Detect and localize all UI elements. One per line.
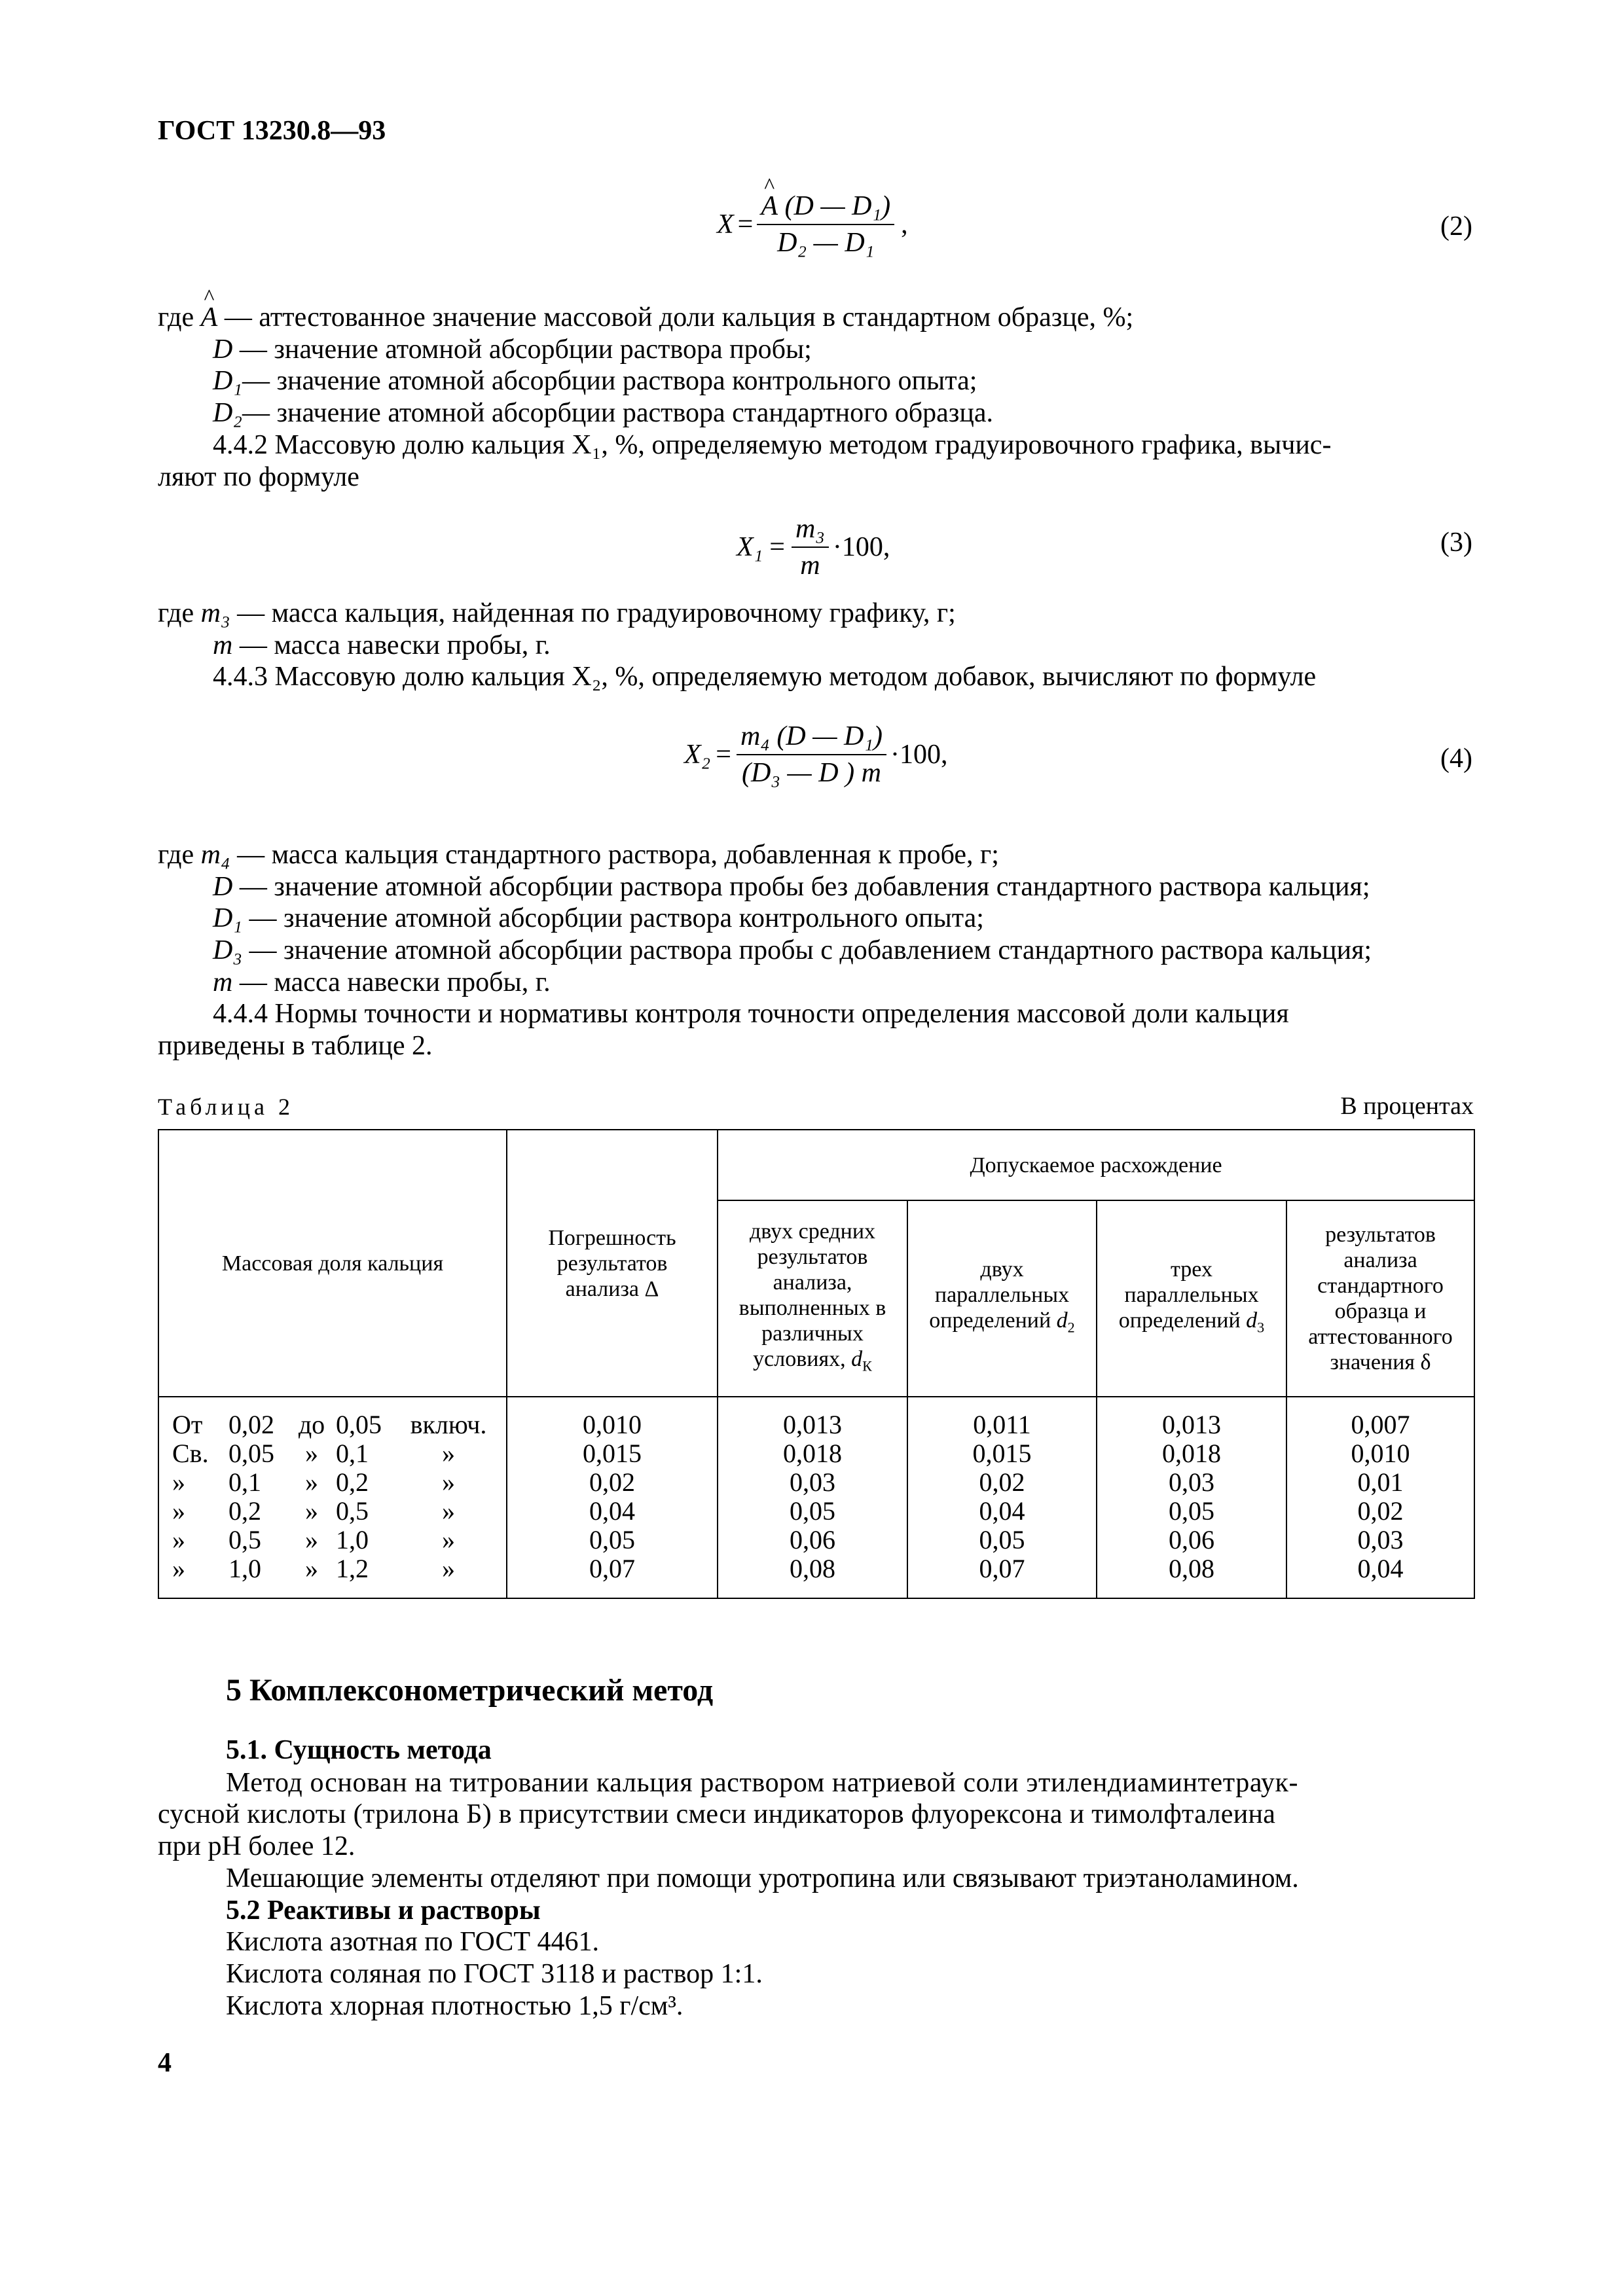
cell-delta: 0,04	[1357, 1554, 1404, 1583]
cell-d2: 0,011	[973, 1410, 1031, 1439]
cell-dk: 0,013	[783, 1410, 842, 1439]
where-4-line-5: m — масса навески пробы, г.	[213, 967, 551, 997]
cell-delta: 0,02	[1357, 1496, 1404, 1526]
range-m: до	[298, 1410, 325, 1439]
cell-d2: 0,015	[972, 1439, 1032, 1468]
range-b: 0,2	[336, 1467, 369, 1497]
column-d3	[1097, 1397, 1286, 1598]
where-2-line-1: где ^ A — аттестованное значение массовой доли кальция в стандартном образце, %;	[158, 302, 1133, 333]
range-s: »	[442, 1439, 455, 1468]
range-p: »	[172, 1525, 185, 1554]
formula-3-denominator: m	[800, 550, 820, 581]
column-delta	[1286, 1397, 1474, 1598]
header-d3: трех параллельных определений $d_3$	[1097, 1200, 1286, 1397]
section-5-1-title: 5.1. Сущность метода	[226, 1735, 492, 1765]
paragraph-4-4-2-line-1: 4.4.2 Массовую долю кальция X₁, %, определяемую методом градуировочного графика, вычис-	[213, 430, 1332, 460]
formula-3-lhs: X₁	[737, 532, 763, 562]
equation-number-4: (4)	[1440, 744, 1472, 774]
cell-d3: 0,03	[1169, 1467, 1214, 1497]
section-5-2-line-1: Кислота азотная по ГОСТ 4461.	[226, 1927, 599, 1957]
page-number: 4	[158, 2048, 172, 2078]
section-5-title: 5 Комплексонометрический метод	[226, 1673, 714, 1708]
formula-2-hat-symbol: ^ A	[761, 190, 778, 223]
formula-2-tail: ,	[901, 209, 908, 240]
table-units: В процентах	[1340, 1092, 1474, 1120]
paragraph-4-4-4-line-2: приведены в таблице 2.	[158, 1031, 433, 1061]
range-b: 1,2	[336, 1554, 369, 1583]
formula-2-numerator: (D — D₁)	[784, 191, 891, 221]
formula-4-denominator: (D₃ — D ) m	[742, 758, 881, 788]
cell-err: 0,04	[589, 1496, 635, 1526]
formula-3-tail: ·100,	[832, 532, 890, 562]
range-a: 0,2	[228, 1496, 261, 1526]
section-5-2-title: 5.2 Реактивы и растворы	[226, 1895, 541, 1926]
where-3-line-1: где m₃ — масса кальция, найденная по градуировочному графику, г;	[158, 598, 956, 628]
cell-d2: 0,07	[979, 1554, 1025, 1583]
cell-d3: 0,013	[1162, 1410, 1221, 1439]
range-a: 0,1	[228, 1467, 261, 1497]
formula-2-lhs: X	[717, 209, 734, 240]
cell-err: 0,02	[589, 1467, 635, 1497]
cell-err: 0,010	[583, 1410, 642, 1439]
where-2-line-2: D — значение атомной абсорбции раствора пробы;	[213, 334, 812, 365]
where-4-line-3: D₁ — значение атомной абсорбции раствора контрольного опыта;	[213, 903, 984, 933]
range-b: 0,5	[336, 1496, 369, 1526]
header-error: Погрешность результатов анализа Δ	[507, 1130, 718, 1397]
table-2	[158, 1129, 1475, 1599]
cell-d3: 0,08	[1169, 1554, 1214, 1583]
range-s: »	[442, 1525, 455, 1554]
paragraph-4-4-3: 4.4.3 Массовую долю кальция X₂, %, определяемую методом добавок, вычисляют по формуле	[213, 662, 1317, 692]
formula-3: X₁ = $\frac{\text{m₃}}{m}$ ·100,	[737, 514, 890, 581]
cell-err: 0,07	[589, 1554, 635, 1583]
range-s: включ.	[410, 1410, 487, 1439]
table-row	[172, 1439, 502, 1468]
where-4-line-4: D₃ — значение атомной абсорбции раствора пробы с добавлением стандартного раствора кальция;	[213, 935, 1372, 965]
formula-2-denominator: D₂ — D₁	[777, 228, 875, 258]
range-a: 0,5	[228, 1525, 261, 1554]
column-error	[507, 1397, 718, 1598]
section-5-1-line-1: Метод основан на титровании кальция раствором натриевой соли этилендиаминтетраук-	[226, 1768, 1299, 1798]
cell-d3: 0,018	[1162, 1439, 1221, 1468]
range-a: 1,0	[228, 1554, 261, 1583]
section-5-2-line-2: Кислота соляная по ГОСТ 3118 и раствор 1:1.	[226, 1959, 763, 1989]
cell-dk: 0,08	[790, 1554, 835, 1583]
table-row	[172, 1410, 502, 1439]
cell-err: 0,05	[589, 1525, 635, 1554]
range-m: »	[305, 1439, 318, 1468]
where-2-line-3: D₁— значение атомной абсорбции раствора контрольного опыта;	[213, 366, 977, 396]
cell-d2: 0,04	[979, 1496, 1025, 1526]
cell-dk: 0,05	[790, 1496, 835, 1526]
range-s: »	[442, 1554, 455, 1583]
cell-delta: 0,03	[1357, 1525, 1404, 1554]
range-a: 0,05	[228, 1439, 274, 1468]
range-s: »	[442, 1496, 455, 1526]
section-5-1-line-2: сусной кислоты (трилона Б) в присутствии смеси индикаторов флуорексона и тимолфталеина	[158, 1799, 1276, 1829]
formula-2: X = ^ $\frac{\text{A (D — D₁)}}{\text{D₂ — D₁}}$ ,	[717, 190, 908, 259]
range-b: 0,05	[336, 1410, 382, 1439]
range-a: 0,02	[228, 1410, 274, 1439]
cell-dk: 0,018	[783, 1439, 842, 1468]
paragraph-4-4-4-line-1: 4.4.4 Нормы точности и нормативы контроля точности определения массовой доли кальция	[213, 999, 1289, 1029]
range-p: Св.	[172, 1439, 209, 1468]
document-code: ГОСТ 13230.8—93	[158, 116, 386, 146]
equation-number-2: (2)	[1440, 211, 1472, 242]
header-mass-fraction: Массовая доля кальция	[158, 1130, 507, 1397]
paragraph-4-4-2-line-2: ляют по формуле	[158, 462, 359, 492]
range-m: »	[305, 1467, 318, 1497]
range-m: »	[305, 1496, 318, 1526]
cell-dk: 0,06	[790, 1525, 835, 1554]
cell-d2: 0,05	[979, 1525, 1025, 1554]
range-b: 1,0	[336, 1525, 369, 1554]
cell-dk: 0,03	[790, 1467, 835, 1497]
equation-number-3: (3)	[1440, 528, 1472, 558]
formula-4-lhs: X₂	[684, 740, 711, 770]
formula-4-tail: ·100,	[890, 740, 948, 770]
range-p: »	[172, 1554, 185, 1583]
range-b: 0,1	[336, 1439, 369, 1468]
header-allowed-discrepancy: Допускаемое расхождение	[718, 1130, 1474, 1200]
cell-delta: 0,01	[1357, 1467, 1404, 1497]
formula-4: X₂ = $\frac{\text{m₄ (D — D₁)}}{\text{(D₃ — D ) m}}$ ·100,	[684, 721, 948, 788]
section-5-2-line-3: Кислота хлорная плотностью 1,5 г/см³.	[226, 1991, 684, 2021]
cell-d3: 0,05	[1169, 1496, 1214, 1526]
column-dk	[718, 1397, 907, 1598]
cell-d3: 0,06	[1169, 1525, 1214, 1554]
where-4-line-1: где m₄ — масса кальция стандартного раствора, добавленная к пробе, г;	[158, 840, 999, 870]
section-5-1-line-3: при pH более 12.	[158, 1831, 356, 1861]
range-m: »	[305, 1554, 318, 1583]
formula-3-numerator: m₃	[792, 512, 829, 548]
header-d2: двух параллельных определений $d_2$	[907, 1200, 1097, 1397]
table-row	[172, 1554, 502, 1583]
header-dk: двух средних результатов анализа, выполненных в различных условиях, $d_К$	[718, 1200, 907, 1397]
where-4-line-2: D — значение атомной абсорбции раствора пробы без добавления стандартного раствора кальция;	[213, 872, 1370, 902]
column-d2	[907, 1397, 1097, 1598]
formula-4-numerator: m₄ (D — D₁)	[737, 720, 886, 755]
table-caption: Таблица 2	[158, 1094, 294, 1120]
table-row	[172, 1468, 502, 1497]
range-s: »	[442, 1467, 455, 1497]
range-m: »	[305, 1525, 318, 1554]
cell-delta: 0,010	[1351, 1439, 1410, 1468]
table-row	[172, 1526, 502, 1554]
table-row	[172, 1497, 502, 1526]
range-p: От	[172, 1410, 203, 1439]
header-delta: результатов анализа стандартного образца и аттестованного значения δ	[1286, 1200, 1474, 1397]
where-3-line-2: m — масса навески пробы, г.	[213, 630, 551, 660]
column-mass-fraction-ranges	[158, 1397, 507, 1598]
cell-err: 0,015	[583, 1439, 642, 1468]
cell-delta: 0,007	[1351, 1410, 1410, 1439]
range-p: »	[172, 1467, 185, 1497]
section-5-1-paragraph-2: Мешающие элементы отделяют при помощи уротропина или связывают триэтаноламином.	[226, 1863, 1299, 1893]
cell-d2: 0,02	[979, 1467, 1025, 1497]
range-p: »	[172, 1496, 185, 1526]
where-2-line-4: D₂— значение атомной абсорбции раствора стандартного образца.	[213, 398, 994, 428]
